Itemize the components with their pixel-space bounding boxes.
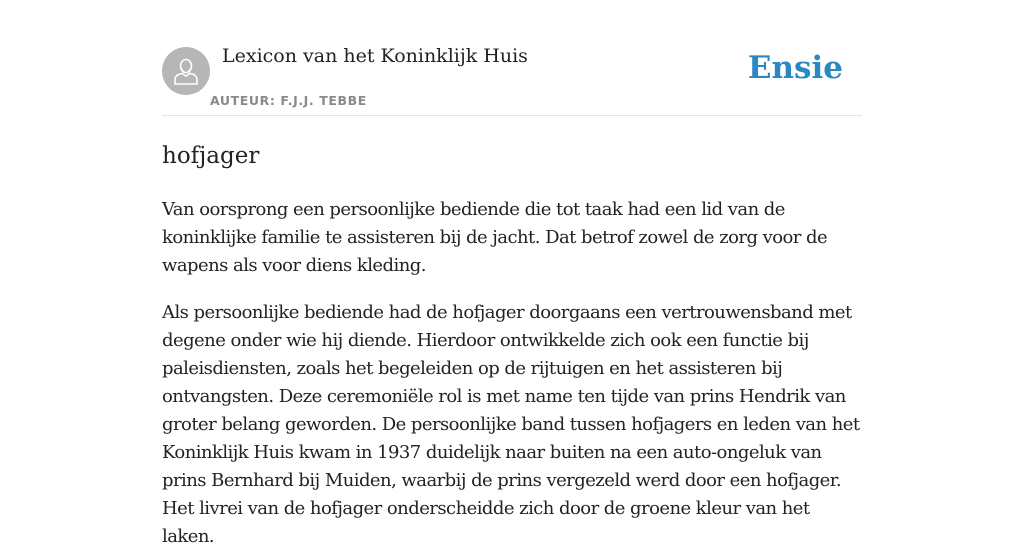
author-avatar[interactable] (162, 47, 210, 95)
page-container (162, 0, 862, 551)
article-paragraph-2: Als persoonlijke bediende had de hofjager doorgaans een vertrouwensband met degene onder wie hij diende. Hierdoor ontwikkelde zich ook een functie bij paleisdiensten, zoals het begeleiden op de rijtuigen en het assisteren bij ontvangsten. Deze ceremoniële rol is met name ten tijde van prins Hendrik van groter belang geworden. De persoonlijke band tussen hofjagers en leden van het Koninklijk Huis kwam in 1937 duidelijk naar buiten na een auto-ongeluk van prins Bernhard bij Muiden, waarbij de prins vergezeld werd door een hofjager. Het livrei van de hofjager onderscheidde zich door de groene kleur van het laken. (162, 302, 860, 547)
user-silhouette-icon (171, 56, 201, 86)
page-header (162, 0, 862, 116)
source-title[interactable]: Lexicon van het Koninklijk Huis (222, 45, 528, 67)
author-label[interactable]: AUTEUR: F.J.J. TEBBE (210, 93, 367, 108)
article-paragraph-1: Van oorsprong een persoonlijke bediende die tot taak had een lid van de koninklijke familie te assisteren bij de jacht. Dat betrof zowel de zorg voor de wapens als voor diens kleding. (162, 199, 828, 276)
page-title: hofjager (162, 143, 260, 169)
brand-logo[interactable]: Ensie (747, 50, 843, 86)
